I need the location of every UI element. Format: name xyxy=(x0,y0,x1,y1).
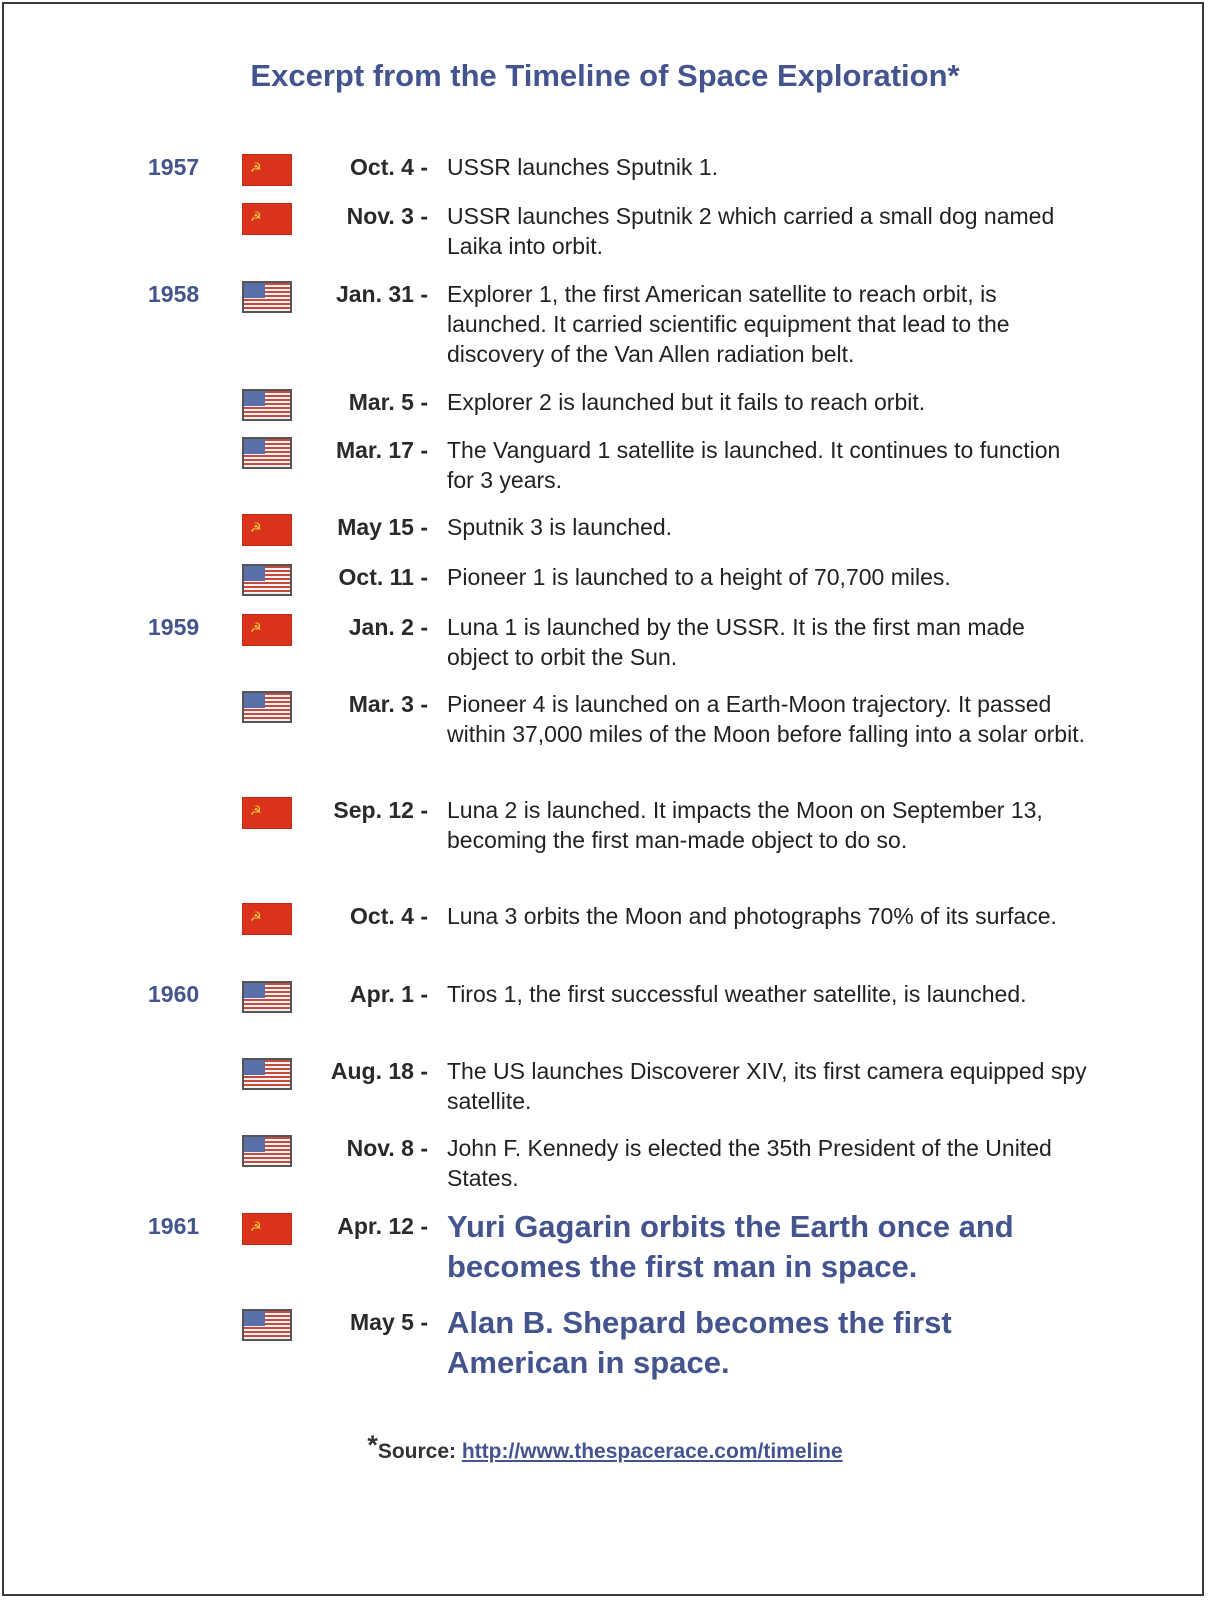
usa-flag-icon xyxy=(242,389,292,421)
entry-text: The US launches Discoverer XIV, its first camera equipped spy satellite. xyxy=(447,1058,1087,1114)
source-footnote xyxy=(0,1430,1210,1464)
usa-flag-icon xyxy=(242,437,292,469)
entry-text: Luna 2 is launched. It impacts the Moon on September 13, becoming the first man-made object to do so. xyxy=(447,797,1043,853)
entry-date: Apr. 12 - xyxy=(337,1213,428,1239)
entry-text: Luna 1 is launched by the USSR. It is the first man made object to orbit the Sun. xyxy=(447,614,1025,670)
entry-date: May 15 - xyxy=(337,514,428,540)
entry-text: Explorer 2 is launched but it fails to reach orbit. xyxy=(447,389,926,415)
entry-text: Pioneer 1 is launched to a height of 70,700 miles. xyxy=(447,564,951,590)
entry-text: Pioneer 4 is launched on a Earth-Moon trajectory. It passed within 37,000 miles of the Moon before falling into a solar orbit. xyxy=(447,691,1085,747)
entry-year: 1960 xyxy=(148,981,200,1007)
entry-text: Explorer 1, the first American satellite to reach orbit, is launched. It carried scientific equipment that lead to the discovery of the Van Allen radiation belt. xyxy=(447,281,1010,367)
entry-date: Jan. 31 - xyxy=(335,281,428,307)
page-title: Excerpt from the Timeline of Space Exploration* xyxy=(250,58,960,93)
entry-text-highlight: Alan B. Shepard becomes the first American in space. xyxy=(447,1305,952,1380)
footnote-star: * xyxy=(367,1430,378,1460)
entry-date: Aug. 18 - xyxy=(330,1058,428,1084)
entry-date: Nov. 8 - xyxy=(346,1135,428,1161)
source-label: Source: xyxy=(377,1440,457,1463)
entry-date: Mar. 17 - xyxy=(335,437,428,463)
entry-year: 1961 xyxy=(148,1213,200,1239)
usa-flag-icon xyxy=(242,981,292,1013)
entry-text: The Vanguard 1 satellite is launched. It continues to function for 3 years. xyxy=(447,437,1061,493)
entry-date: Oct. 4 - xyxy=(350,903,428,929)
entry-date: Apr. 1 - xyxy=(350,981,428,1007)
entry-date: Nov. 3 - xyxy=(346,203,428,229)
entry-date: Mar. 3 - xyxy=(348,691,428,717)
ussr-flag-icon: ☭ xyxy=(242,614,292,646)
entry-year: 1958 xyxy=(148,281,200,307)
entry-date: Oct. 4 - xyxy=(350,154,428,180)
ussr-flag-icon: ☭ xyxy=(242,1213,292,1245)
entry-text: John F. Kennedy is elected the 35th President of the United States. xyxy=(447,1135,1052,1191)
entry-text: Sputnik 3 is launched. xyxy=(447,514,673,540)
usa-flag-icon xyxy=(242,1135,292,1167)
ussr-flag-icon: ☭ xyxy=(242,154,292,186)
entry-year: 1957 xyxy=(148,154,200,180)
entry-date: May 5 - xyxy=(350,1309,428,1335)
source-link[interactable]: http://www.thespacerace.com/timeline xyxy=(461,1440,843,1463)
ussr-flag-icon: ☭ xyxy=(242,514,292,546)
ussr-flag-icon: ☭ xyxy=(242,203,292,235)
entry-year: 1959 xyxy=(148,614,200,640)
ussr-flag-icon: ☭ xyxy=(242,797,292,829)
ussr-flag-icon: ☭ xyxy=(242,903,292,935)
entry-text-highlight: Yuri Gagarin orbits the Earth once and becomes the first man in space. xyxy=(447,1209,1014,1284)
entry-date: Oct. 11 - xyxy=(338,564,428,590)
usa-flag-icon xyxy=(242,1058,292,1090)
entry-date: Mar. 5 - xyxy=(348,389,428,415)
entry-text: Luna 3 orbits the Moon and photographs 70% of its surface. xyxy=(447,903,1057,929)
usa-flag-icon xyxy=(242,281,292,313)
entry-text: USSR launches Sputnik 2 which carried a small dog named Laika into orbit. xyxy=(447,203,1055,259)
entry-date: Jan. 2 - xyxy=(348,614,428,640)
usa-flag-icon xyxy=(242,564,292,596)
entry-date: Sep. 12 - xyxy=(333,797,428,823)
usa-flag-icon xyxy=(242,691,292,723)
usa-flag-icon xyxy=(242,1309,292,1341)
entry-text: USSR launches Sputnik 1. xyxy=(447,154,719,180)
entry-text: Tiros 1, the first successful weather satellite, is launched. xyxy=(447,981,1027,1007)
